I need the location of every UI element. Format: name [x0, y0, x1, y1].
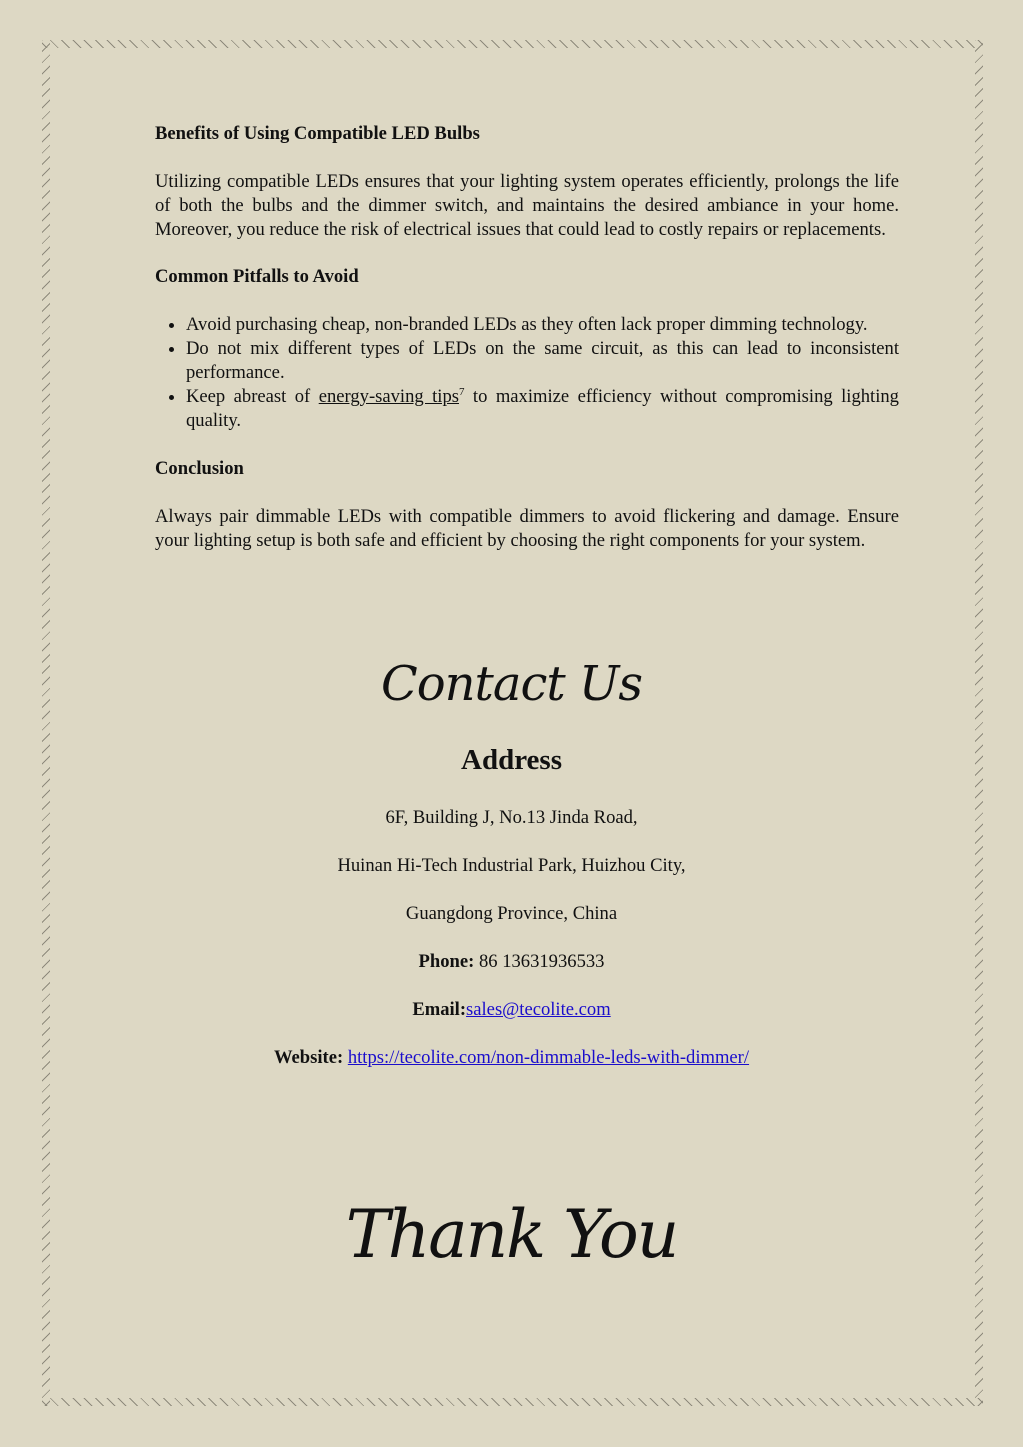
phone-number: 86 13631936533: [478, 951, 605, 972]
phone-label: Phone:: [418, 951, 475, 972]
address-title: Address: [461, 744, 562, 776]
list-item-text: to maximize efficiency without compromising lighting quality.: [186, 386, 899, 431]
border-top: [42, 40, 983, 48]
list-item: [186, 385, 899, 433]
thank-you-title: Thank You: [345, 1196, 678, 1273]
footnote-marker: 7: [458, 385, 465, 398]
website-line: [0, 1046, 1023, 1070]
benefits-heading: Benefits of Using Compatible LED Bulbs: [155, 123, 480, 144]
address-line: 6F, Building J, No.13 Jinda Road,: [385, 807, 638, 828]
website-link[interactable]: https://tecolite.com/non-dimmable-leds-with-dimmer/: [347, 1047, 750, 1068]
phone-line: [0, 950, 1023, 974]
energy-saving-tips-link[interactable]: energy-saving tips: [318, 386, 459, 407]
email-link[interactable]: sales@tecolite.com: [466, 999, 611, 1020]
address-line: Huinan Hi-Tech Industrial Park, Huizhou City,: [337, 855, 686, 876]
address-line: Guangdong Province, China: [405, 903, 618, 924]
benefits-paragraph: Utilizing compatible LEDs ensures that your lighting system operates efficiently, prolongs the life of both the bulbs and the dimmer switch, and maintains the desired ambiance in your home. Moreover, you reduce the risk of electrical issues that could lead to costly repairs or replacements.: [155, 171, 899, 240]
list-item-text: Keep abreast of: [186, 386, 319, 407]
email-label: Email:: [412, 999, 467, 1020]
pitfalls-list: [155, 313, 899, 433]
conclusion-heading: Conclusion: [155, 458, 244, 479]
article-body: [155, 122, 899, 576]
conclusion-paragraph: Always pair dimmable LEDs with compatible dimmers to avoid flickering and damage. Ensure your lighting setup is both safe and efficient by choosing the right components for your system.: [155, 506, 899, 551]
website-label: Website:: [273, 1047, 344, 1068]
pitfalls-heading: Common Pitfalls to Avoid: [155, 266, 359, 287]
email-line: [0, 998, 1023, 1022]
list-item: • Do not mix different types of LEDs on the same circuit, as this can lead to inconsistent performance.: [186, 337, 899, 385]
contact-title: Contact Us: [381, 656, 642, 712]
list-item: • Avoid purchasing cheap, non-branded LEDs as they often lack proper dimming technology.: [186, 313, 899, 337]
border-bottom: [42, 1398, 983, 1406]
